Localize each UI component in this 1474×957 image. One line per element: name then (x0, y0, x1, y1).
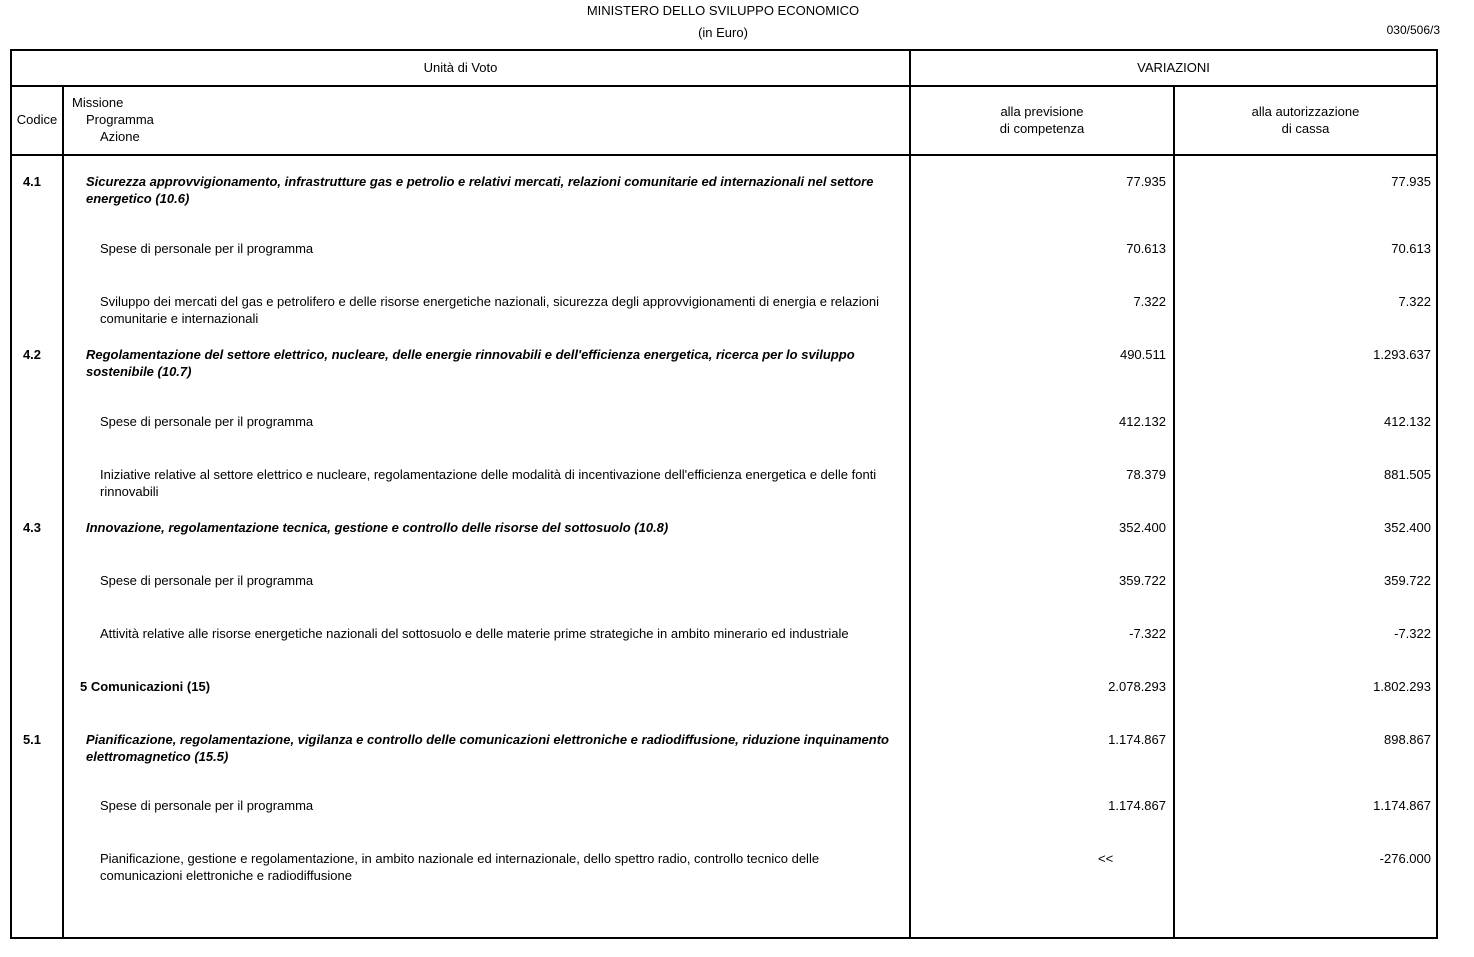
header-bottom-divider (10, 154, 1438, 156)
row-azione: Spese di personale per il programma (100, 573, 314, 588)
row-cassa: 1.174.867 (1373, 798, 1431, 813)
row-azione: Iniziative relative al settore elettrico e nucleare, regolamentazione delle modalità di incentivazione dell'efficienza energetica e delle fonti rinnovabili (100, 467, 877, 499)
row-competenza: 70.613 (1126, 241, 1166, 256)
header-cassa-line2: di cassa (1281, 121, 1330, 136)
row-code: 4.1 (22, 174, 42, 189)
row-cassa: 1.802.293 (1373, 679, 1431, 694)
row-azione: Attività relative alle risorse energetiche nazionali del sottosuolo e delle materie prime strategiche in ambito minerario ed industriale (100, 626, 849, 641)
row-programma: Innovazione, regolamentazione tecnica, gestione e controllo delle risorse del sottosuolo (10.8) (86, 520, 669, 535)
row-cassa: 352.400 (1384, 520, 1431, 535)
row-code: 5.1 (22, 732, 42, 747)
row-azione: Spese di personale per il programma (100, 798, 314, 813)
row-cassa: 412.132 (1384, 414, 1431, 429)
header-programma: Programma (86, 112, 154, 127)
header-missione: Missione (72, 95, 124, 110)
row-competenza: 1.174.867 (1108, 732, 1166, 747)
row-cassa: 1.293.637 (1373, 347, 1431, 362)
row-cassa: 7.322 (1398, 294, 1431, 309)
row-programma: Sicurezza approvvigionamento, infrastrutture gas e petrolio e relativi mercati, relazioni comunitarie ed internazionali nel settore energetico (10.6) (86, 174, 874, 206)
row-competenza: 352.400 (1119, 520, 1166, 535)
row-competenza: -7.322 (1129, 626, 1166, 641)
row-cassa: 359.722 (1384, 573, 1431, 588)
ministry-title: MINISTERO DELLO SVILUPPO ECONOMICO (586, 3, 860, 18)
header-unita-di-voto: Unità di Voto (423, 60, 498, 75)
row-competenza: 490.511 (1119, 347, 1166, 362)
row-competenza: 7.322 (1133, 294, 1166, 309)
row-programma: Regolamentazione del settore elettrico, nucleare, delle energie rinnovabili e dell'efficienza energetica, ricerca per lo sviluppo sostenibile (10.7) (86, 347, 855, 379)
row-cassa: -276.000 (1379, 851, 1431, 866)
row-competenza: << (1098, 851, 1114, 866)
row-competenza: 1.174.867 (1108, 798, 1166, 813)
row-cassa: 898.867 (1384, 732, 1431, 747)
row-competenza: 412.132 (1119, 414, 1166, 429)
header-azione: Azione (100, 129, 140, 144)
header-divider (10, 85, 1438, 87)
row-missione: 5 Comunicazioni (15) (80, 679, 211, 694)
row-code: 4.3 (22, 520, 42, 535)
row-competenza: 359.722 (1119, 573, 1166, 588)
row-cassa: 77.935 (1391, 174, 1431, 189)
row-azione: Spese di personale per il programma (100, 414, 314, 429)
header-competenza-line1: alla previsione (1000, 104, 1084, 119)
header-variazioni: VARIAZIONI (1137, 60, 1210, 75)
row-azione: Pianificazione, gestione e regolamentazione, in ambito nazionale ed internazionale, dello spettro radio, controllo tecnico delle comunicazioni elettroniche e radiodiffusione (100, 851, 820, 883)
currency-note: (in Euro) (698, 25, 748, 40)
row-cassa: -7.322 (1394, 626, 1431, 641)
row-competenza: 78.379 (1126, 467, 1166, 482)
header-codice: Codice (16, 112, 58, 127)
cassa-column-divider (1173, 85, 1175, 939)
row-azione: Spese di personale per il programma (100, 241, 314, 256)
row-competenza: 77.935 (1126, 174, 1166, 189)
header-competenza-line2: di competenza (999, 121, 1085, 136)
variazioni-column-divider (909, 49, 911, 939)
row-programma: Pianificazione, regolamentazione, vigilanza e controllo delle comunicazioni elettroniche e radiodiffusione, riduzione inquinamento elettromagnetico (15.5) (86, 732, 889, 764)
row-azione: Sviluppo dei mercati del gas e petrolifero e delle risorse energetiche nazionali, sicurezza degli approvvigionamenti di energia e relazioni comunitarie e internazionali (100, 294, 879, 326)
header-cassa-line1: alla autorizzazione (1251, 104, 1360, 119)
row-competenza: 2.078.293 (1108, 679, 1166, 694)
row-cassa: 70.613 (1391, 241, 1431, 256)
row-code: 4.2 (22, 347, 42, 362)
codice-column-divider (62, 85, 64, 939)
row-cassa: 881.505 (1384, 467, 1431, 482)
document-code: 030/506/3 (1386, 23, 1440, 37)
